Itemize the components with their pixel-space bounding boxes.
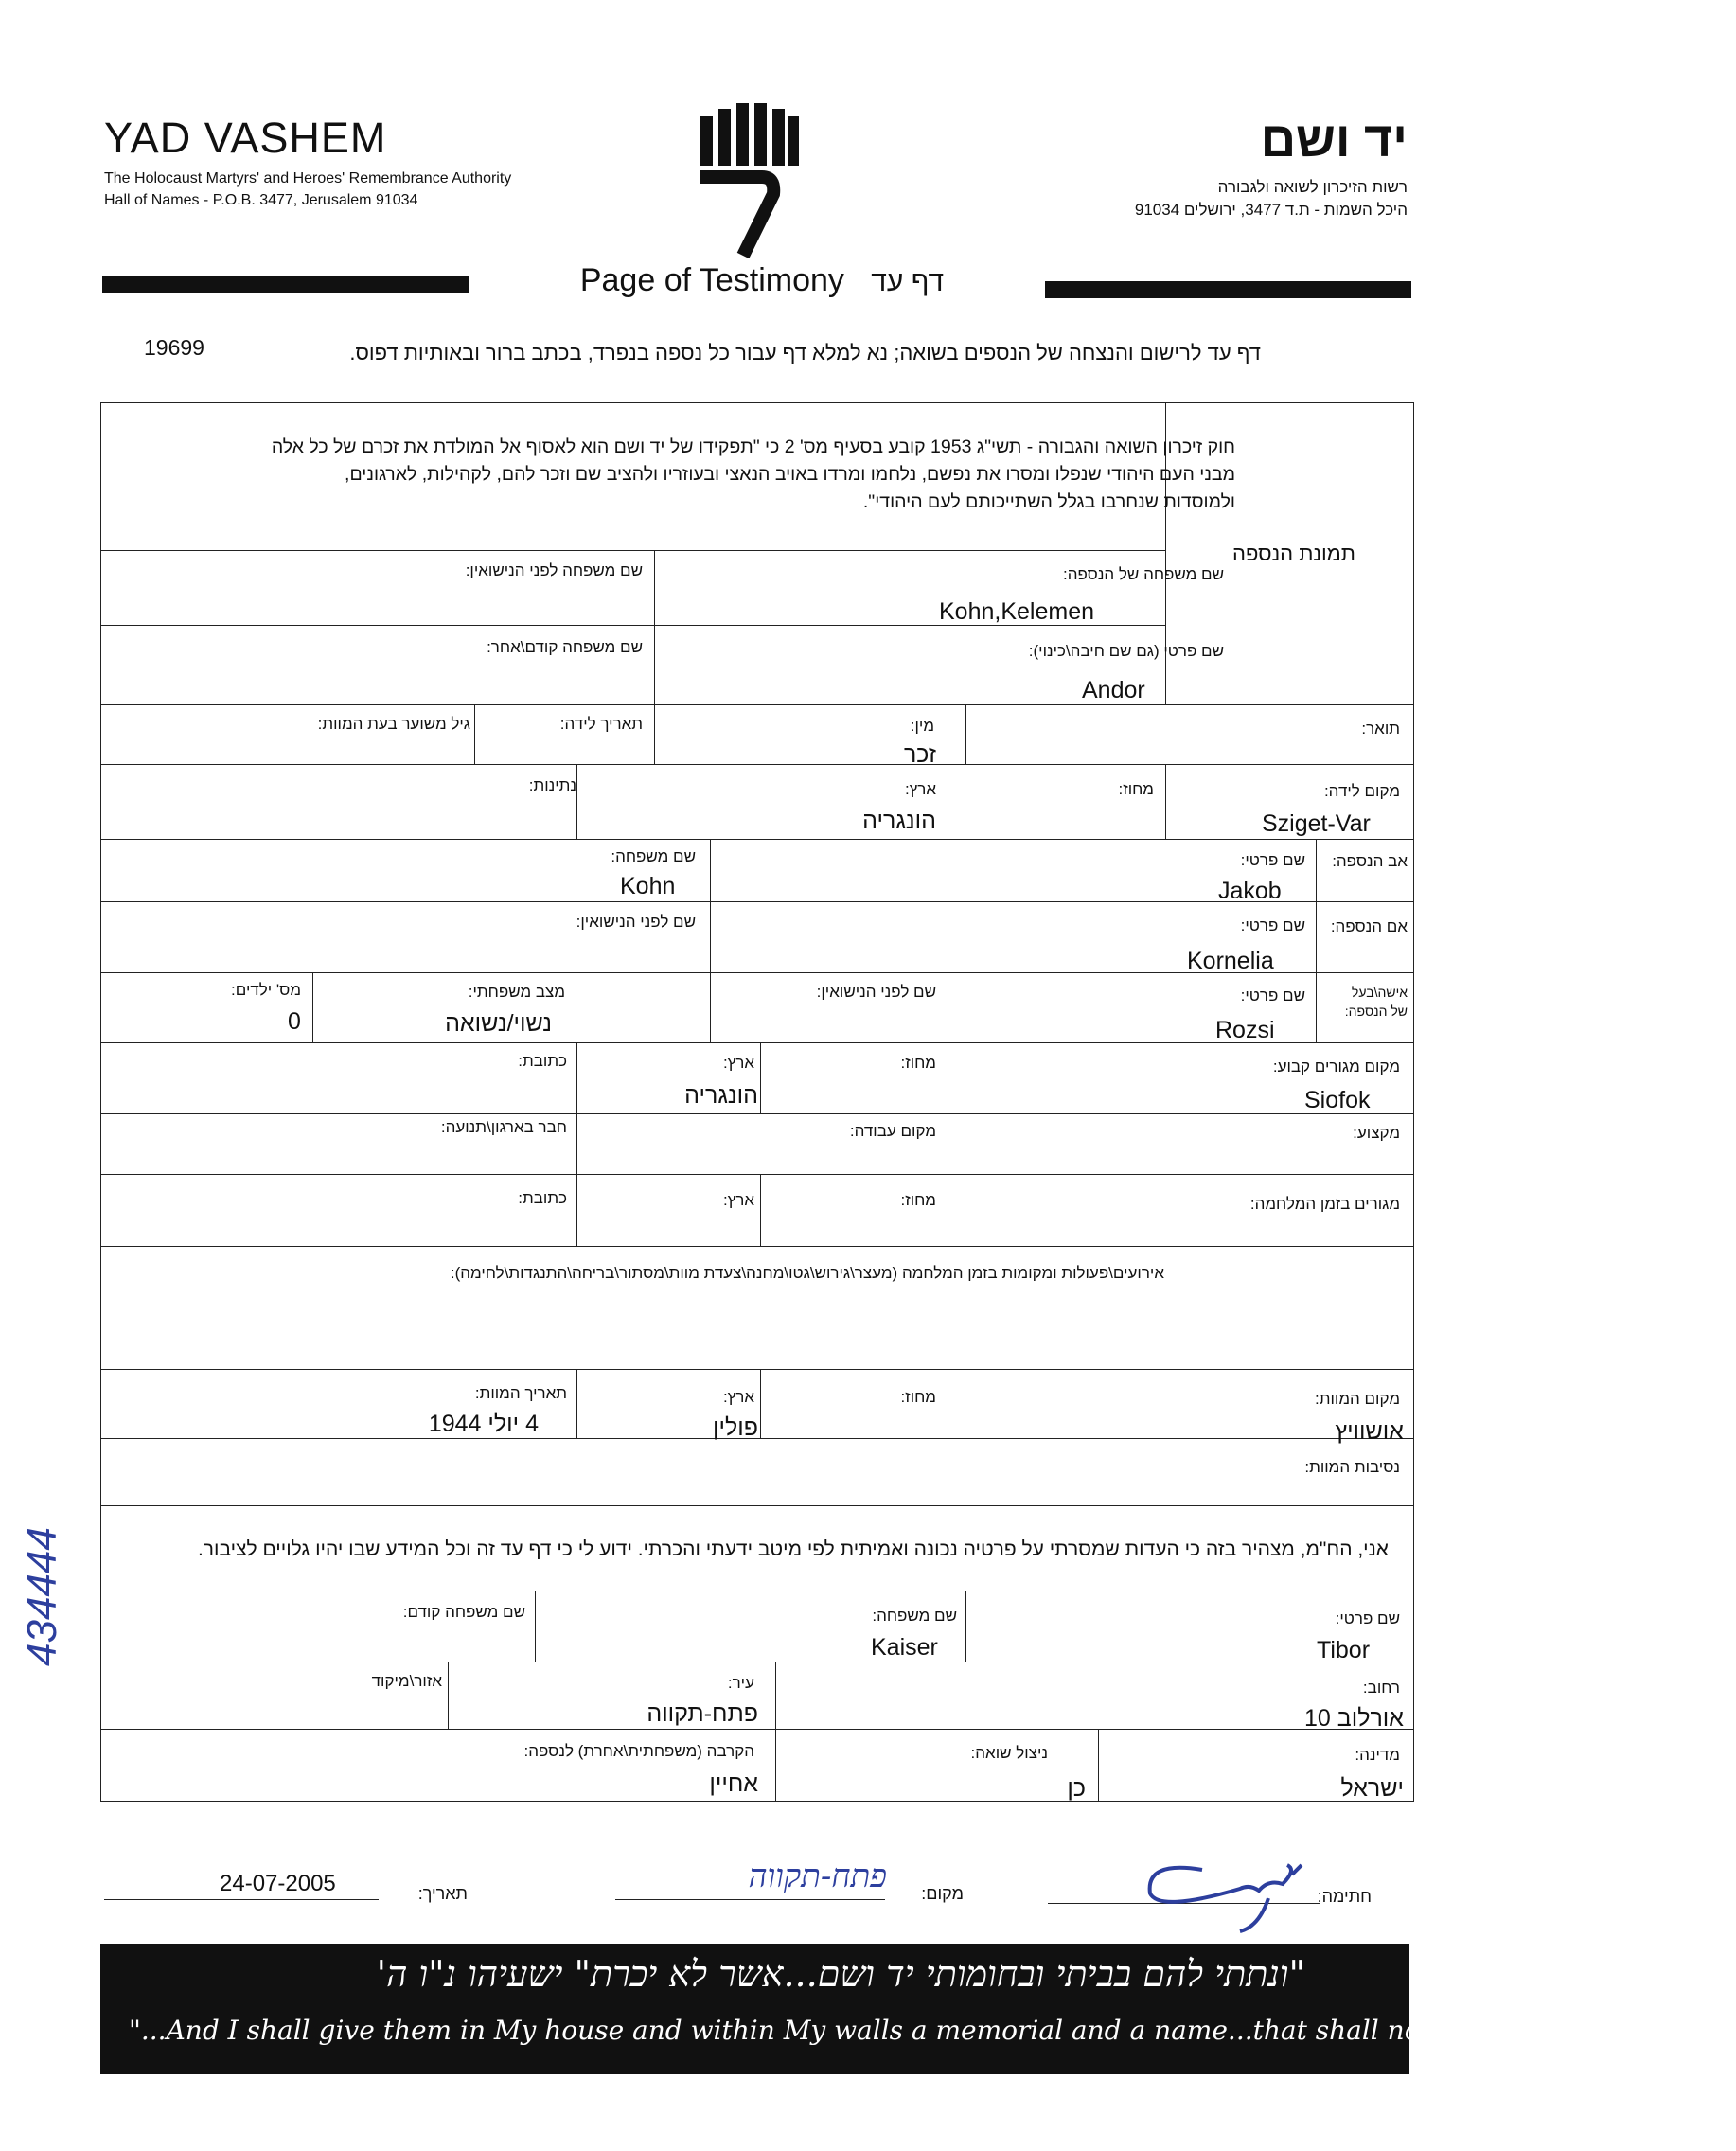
mother-first-label: שם פרטי: [1240,916,1305,934]
header-en-address: Hall of Names - P.O.B. 3477, Jerusalem 91034 [104,192,418,208]
photo-label: תמונת הנספה [1232,542,1355,565]
mother-label: אם הנספה: [1330,917,1408,935]
spouse-label-2: של הנספה: [1344,1004,1408,1019]
doc-number: 19699 [144,335,204,360]
res-address-label: כתובת: [518,1052,567,1070]
father-first: Jakob [1218,878,1282,904]
side-handwritten-number: 434444 [19,1527,65,1666]
birth-district-label: מחוז: [1118,780,1154,798]
victim-last-name: Kohn,Kelemen [939,598,1095,625]
date-value: 24-07-2005 [220,1871,336,1896]
res-district-label: מחוז: [900,1054,936,1072]
father-label: אב הנספה: [1332,852,1408,870]
marital-status: נשוי/נשואה [445,1010,552,1037]
street-label: רחוב: [1362,1679,1400,1697]
place-label: מקום: [921,1884,964,1903]
date-label: תאריך: [417,1884,468,1903]
birth-date-label: תאריך לידה: [559,715,643,733]
victim-last-name-label: שם משפחה של הנספה: [1062,565,1224,583]
birth-place: Sziget-Var [1262,810,1371,837]
instructions: דף עד לרישום והנצחה של הנספים בשואה; נא למלא דף עבור כל נספה בנפרד, בכתב ברור ובאותיות דפוס. [349,341,1261,364]
war-residence-label: מגורים בזמן המלחמה: [1249,1195,1400,1213]
death-circ-label: נסיבות המוות: [1304,1458,1400,1476]
footer-english-quote: "...And I shall give them in My house and within My walls a memorial and a name...that shall not be cut off" Isaiah 56:5 [129,2015,1736,2046]
mother-first: Kornelia [1187,948,1274,974]
birth-country-label: ארץ: [904,780,936,798]
street: אורלוב 10 [1304,1705,1404,1732]
profession-label: מקצוע: [1353,1124,1400,1142]
birth-place-label: מקום לידה: [1323,782,1400,800]
page-title: Page of Testimony דף עד [579,262,945,298]
footer-hebrew-quote: "ונתתי להם בביתי ובחומותי יד ושם...אשר לא יכרת" ישעיהו נ"ו ה' [376,1953,1305,1995]
age-label: גיל משוער בעת המוות: [317,715,470,733]
war-address-label: כתובת: [518,1189,567,1207]
spouse-maiden-label: שם לפני הנישואין: [816,983,936,1001]
father-family: Kohn [620,873,676,899]
header-en-title: YAD VASHEM [104,114,387,162]
header-he-subtitle: רשות הזיכרון לשואה ולגבורה [1217,178,1408,196]
state: ישראל [1340,1775,1404,1802]
death-date-label: תאריך המוות: [474,1384,567,1402]
birth-country: הונגריה [862,808,936,834]
residence: Siofok [1304,1087,1371,1113]
marital-label: מצב משפחתי: [468,983,565,1001]
declaration: אני, הח"מ, מצהיר בזה כי העדות שמסרתי על פרטיה נכונה ואמיתית לפי מיטב ידעתי והכרתי. ידוע לי כי דף עד זה וכל המידע שבו יהיו גלויים לציבור. [197,1538,1389,1560]
footer-banner [100,1944,1736,2074]
header-he-title: יד ושם [1260,113,1408,168]
relation: אחיין [709,1770,758,1797]
war-district-label: מחוז: [900,1191,936,1209]
father-family-label: שם משפחה: [611,847,696,865]
death-date: 4 יולי 1944 [428,1411,539,1437]
submitter-first: Tibor [1317,1637,1371,1663]
submitter-first-label: שם פרטי: [1335,1609,1400,1627]
maiden-name-label: שם משפחה לפני הנישואין: [465,561,643,579]
relation-label: הקרבה (משפחתית\אחרת) לנספה: [523,1742,754,1760]
submitter-prev-label: שם משפחה קודם: [402,1603,525,1621]
mother-maiden-label: שם לפני הנישואין: [576,913,696,931]
state-label: מדינה: [1355,1746,1400,1764]
citizenship-label: נתינות: [528,776,576,794]
submitter-family-label: שם משפחה: [872,1607,957,1625]
first-name-label: שם פרטי (גם שם חיבה\כינוי): [1028,642,1224,660]
events-label: אירועים\פעולות ומקומות בזמן המלחמה (מעצר\גירוש\גטו\מחנה\צעדת מוות\מסתור\בריחה\התנגדות\לחימה): [450,1264,1164,1282]
war-country-label: ארץ: [722,1191,754,1209]
children-count: 0 [288,1008,301,1035]
residence-label: מקום מגורים קבוע: [1272,1058,1400,1076]
law-text: חוק זיכרון השואה והגבורה - תשי"ג 1953 קובע בסעיף מס' 2 כי "תפקידו של יד ושם הוא לאסוף אל המולדת את זכרם של כל אלה מבני העם היהודי שנפלו ומסרו את נפשם, נלחמו ומרדו באויב הנאצי ובעוזריו ולהציב שם וזכר להם, לקהילות, לארגונים, ולמוסדות שנחרבו בגלל השתייכותם לעם היהודי". [271,436,1235,512]
children-label: מס' ילדים: [231,981,301,999]
res-country: הונגריה [684,1082,758,1109]
spouse-first: Rozsi [1215,1017,1275,1043]
signature-label: חתימה: [1317,1887,1372,1906]
death-place: אושוויץ [1335,1418,1404,1445]
yad-vashem-logo-icon [696,99,800,260]
res-country-label: ארץ: [722,1054,754,1072]
death-district-label: מחוז: [900,1388,936,1406]
prev-name-label: שם משפחה קודם\אחר: [487,638,643,656]
death-place-label: מקום המוות: [1315,1390,1400,1408]
first-name: Andor [1082,677,1145,703]
survivor-label: ניצול שואה: [970,1744,1048,1762]
header-en-subtitle: The Holocaust Martyrs' and Heroes' Remembrance Authority [104,170,512,187]
gender: זכר [903,741,936,768]
spouse-label-1: אישה\בעל [1351,985,1408,1000]
death-country: פולין [713,1414,758,1441]
city: פתח-תקווה [647,1700,758,1727]
zip-label: אזור\מיקוד [371,1672,442,1690]
title-label: תואר: [1361,720,1400,738]
place-value: פתח-תקווה [748,1858,887,1895]
header-he-address: היכל השמות - ת.ד 3477, ירושלים 91034 [1134,201,1408,219]
title-bar-right [1045,281,1411,298]
place-line [615,1899,885,1900]
survivor: כן [1067,1775,1086,1802]
title-bar-left [102,276,469,293]
city-label: עיר: [727,1674,754,1692]
father-first-label: שם פרטי: [1240,851,1305,869]
gender-label: מין: [910,717,934,735]
date-line [104,1899,379,1900]
workplace-label: מקום עבודה: [849,1122,936,1140]
org-label: חבר בארגון\תנועה: [440,1118,567,1136]
spouse-first-label: שם פרטי: [1240,987,1305,1004]
signature-mark-icon [1136,1841,1335,1936]
death-country-label: ארץ: [722,1388,754,1406]
submitter-family: Kaiser [871,1634,938,1661]
